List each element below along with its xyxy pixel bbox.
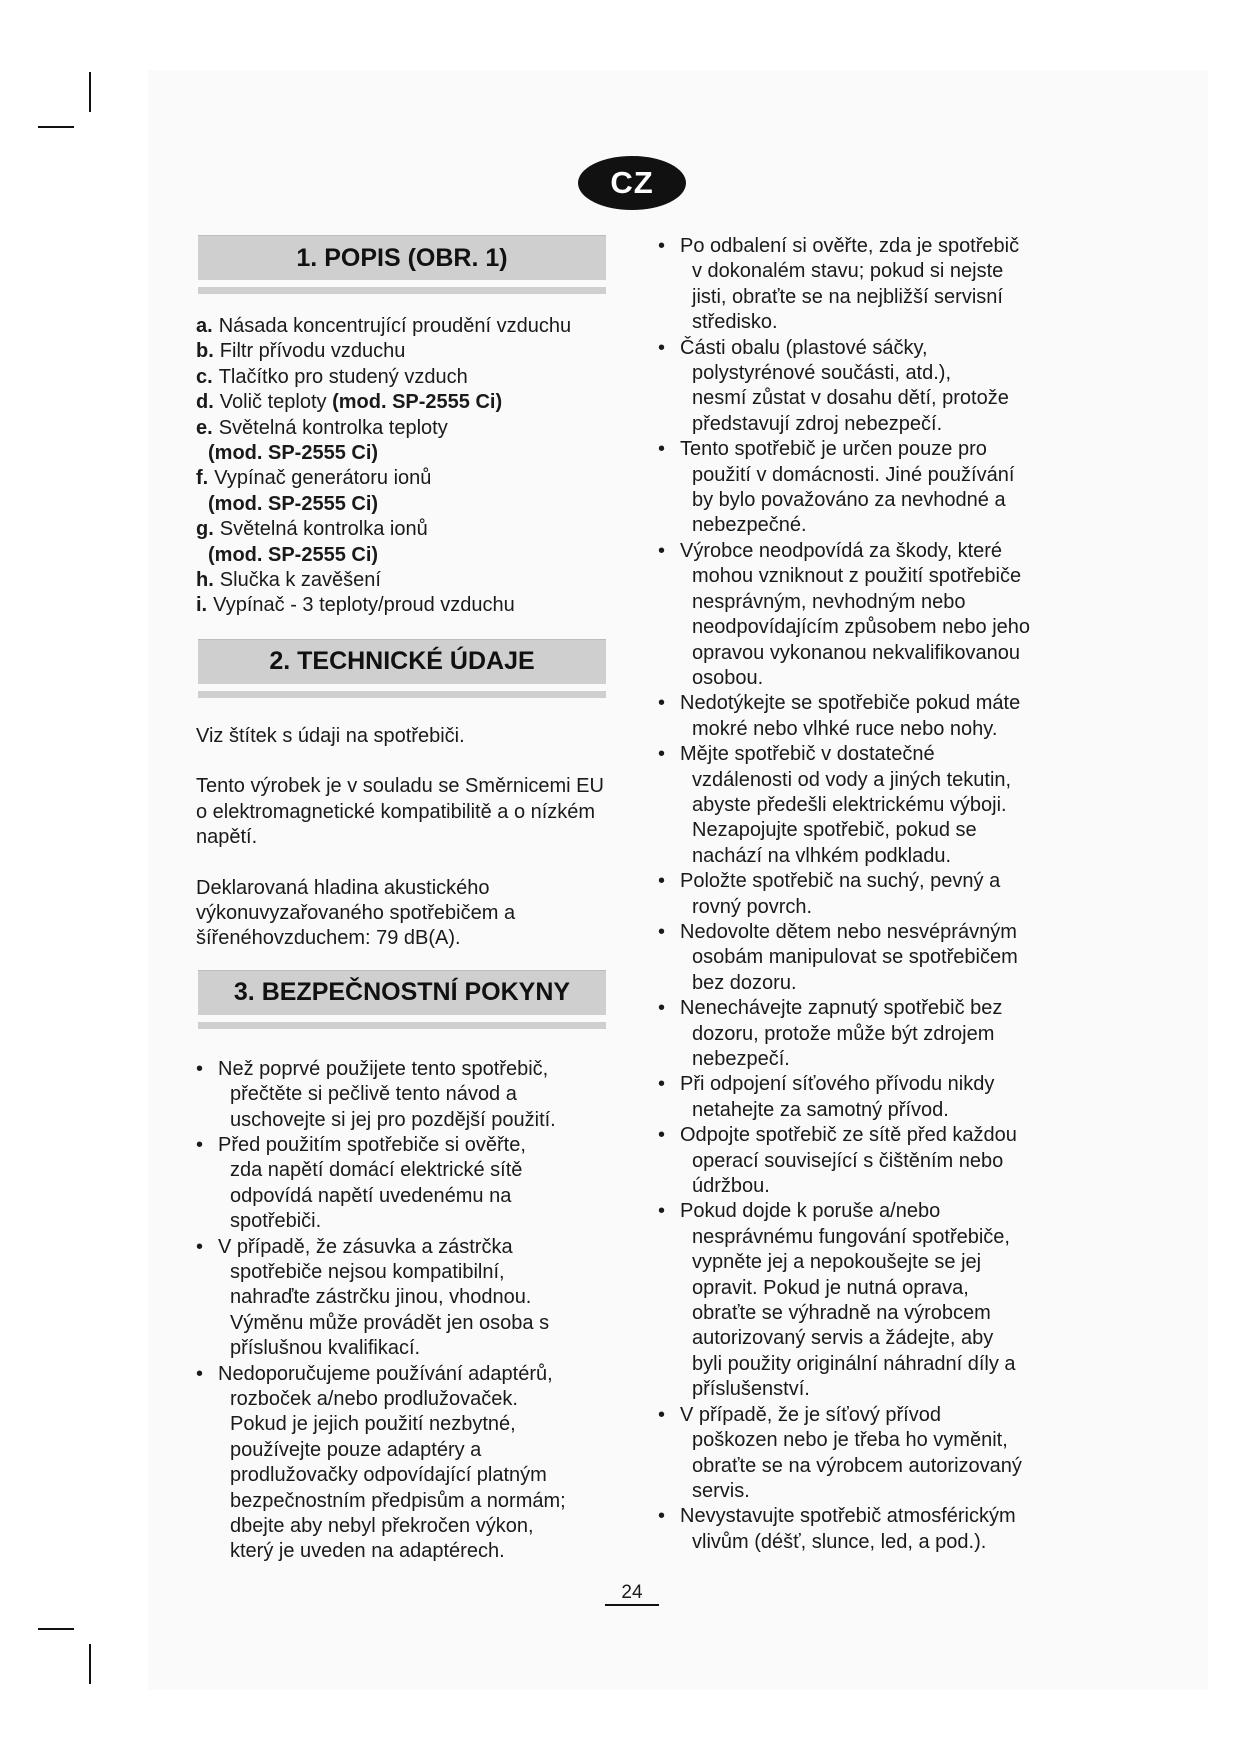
crop-mark [89, 72, 91, 112]
model-note: (mod. SP-2555 Ci) [208, 543, 379, 566]
list-item: a. Násada koncentrující proudění vzduchu [196, 315, 572, 337]
left-column [196, 235, 626, 1565]
list-item: h. Slučka k zavěšení [196, 569, 381, 592]
parts-list [196, 314, 626, 619]
list-item: • Položte spotřebič na suchý, pevný a rovný povrch. [658, 869, 1078, 920]
list-item: • V případě, že je síťový přívod poškozen nebo je třeba ho vyměnit, obraťte se na výrobcem autorizovaný servis. [658, 1403, 1078, 1505]
list-item: e. Světelná kontrolka teploty [196, 416, 448, 439]
list-item: f. Vypínač generátoru ionů [196, 467, 432, 490]
page-number: 24 [605, 1582, 659, 1606]
list-item: • Mějte spotřebič v dostatečné vzdálenosti od vody a jiných tekutin, abyste předešli elektrickému výboji. Nezapojujte spotřebič, pokud se nachází na vlhkém podkladu. [658, 742, 1078, 869]
list-item: d. Volič teploty (mod. SP-2555 Ci) [196, 391, 503, 414]
crop-mark [38, 126, 74, 128]
section-heading-safety: 3. BEZPEČNOSTNÍ POKYNY [198, 970, 606, 1015]
list-item: • Části obalu (plastové sáčky, polystyrénové součásti, atd.), nesmí zůstat v dosahu dětí, protože představují zdroj nebezpečí. [658, 336, 1078, 438]
list-item: • Nenechávejte zapnutý spotřebič bez dozoru, protože může být zdrojem nebezpečí. [658, 996, 1078, 1072]
safety-list-right [658, 234, 1078, 1555]
list-item: i. Vypínač - 3 teploty/proud vzduchu [196, 594, 515, 617]
list-item: • Nedovolte dětem nebo nesvéprávným osobám manipulovat se spotřebičem bez dozoru. [658, 920, 1078, 996]
list-item: b. Filtr přívodu vzduchu [196, 340, 406, 363]
tech-paragraph-label: Viz štítek s údaji na spotřebiči. [196, 724, 465, 747]
list-item: • Než poprvé použijete tento spotřebič, přečtěte si pečlivě tento návod a uschovejte si jej pro pozdější použití. [196, 1057, 626, 1133]
tech-paragraph-noise: Deklarovaná hladina akustického výkonuvyzařovaného spotřebičem a šířenéhovzduchem: 79 dB(A). [196, 876, 516, 950]
section-rule [198, 287, 606, 294]
crop-mark [38, 1628, 74, 1630]
crop-mark [89, 1644, 91, 1684]
list-item: • V případě, že zásuvka a zástrčka spotřebiče nejsou kompatibilní, nahraďte zástrčku jinou, vhodnou. Výměnu může provádět jen osoba s příslušnou kvalifikací. [196, 1235, 626, 1362]
language-badge: CZ [578, 156, 686, 210]
list-item: • Nevystavujte spotřebič atmosférickým vlivům (déšť, slunce, led, a pod.). [658, 1504, 1078, 1555]
right-column [658, 234, 1078, 1555]
list-item: • Výrobce neodpovídá za škody, které mohou vzniknout z použití spotřebiče nesprávným, nevhodným nebo neodpovídajícím způsobem nebo jeho opravou vykonanou nekvalifikovanou osobou. [658, 539, 1078, 691]
section-heading-description: 1. POPIS (OBR. 1) [198, 235, 606, 280]
section-rule [198, 1022, 606, 1029]
list-item: • Nedoporučujeme používání adaptérů, rozboček a/nebo prodlužovaček. Pokud je jejich použití nezbytné, používejte pouze adaptéry a prodlužovačky odpovídající platným bezpečnostním předpisům a normám; dbejte aby nebyl překročen výkon, který je uveden na adaptérech. [196, 1362, 626, 1565]
list-item: • Nedotýkejte se spotřebiče pokud máte mokré nebo vlhké ruce nebo nohy. [658, 691, 1078, 742]
section-heading-technical: 2. TECHNICKÉ ÚDAJE [198, 639, 606, 684]
section-rule [198, 691, 606, 698]
list-item: • Před použitím spotřebiče si ověřte, zda napětí domácí elektrické sítě odpovídá napětí uvedenému na spotřebiči. [196, 1133, 626, 1235]
list-item: • Po odbalení si ověřte, zda je spotřebič v dokonalém stavu; pokud si nejste jisti, obraťte se na nejbližší servisní středisko. [658, 234, 1078, 336]
list-item: g. Světelná kontrolka ionů [196, 518, 428, 541]
list-item: c. Tlačítko pro studený vzduch [196, 365, 468, 388]
list-item: • Odpojte spotřebič ze sítě před každou operací související s čištěním nebo údržbou. [658, 1123, 1078, 1199]
safety-list-left [196, 1057, 626, 1565]
model-note: (mod. SP-2555 Ci) [208, 492, 379, 515]
tech-paragraph-compliance: Tento výrobek je v souladu se Směrnicemi EU o elektromagnetické kompatibilitě a o nízkém napětí. [196, 775, 604, 849]
list-item: • Pokud dojde k poruše a/nebo nesprávnému fungování spotřebiče, vypněte jej a nepokoušejte se jej opravit. Pokud je nutná oprava, obraťte se výhradně na výrobcem autorizovaný servis a žádejte, aby byli použity originální náhradní díly a příslušenství. [658, 1199, 1078, 1402]
list-item: • Při odpojení síťového přívodu nikdy netahejte za samotný přívod. [658, 1072, 1078, 1123]
model-note: (mod. SP-2555 Ci) [208, 442, 379, 465]
list-item: • Tento spotřebič je určen pouze pro použití v domácnosti. Jiné používání by bylo považováno za nevhodné a nebezpečné. [658, 437, 1078, 539]
